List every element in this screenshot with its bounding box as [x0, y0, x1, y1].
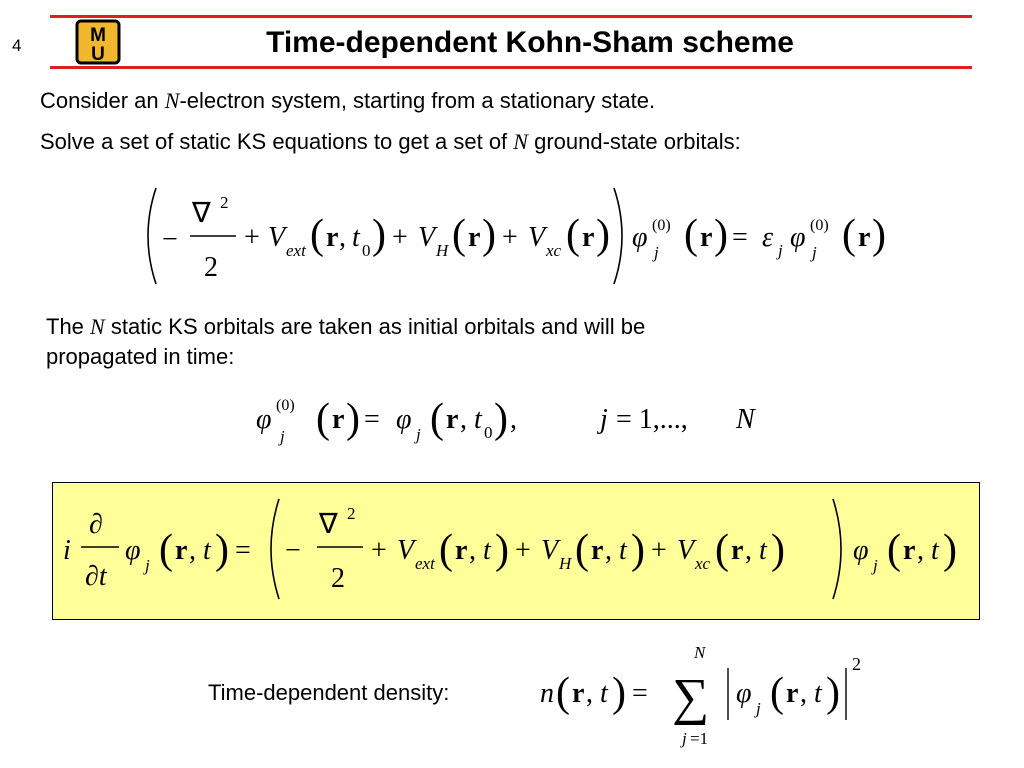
svg-text:(: (	[770, 670, 784, 716]
svg-text:φ: φ	[125, 535, 141, 566]
svg-text:M: M	[90, 25, 106, 46]
svg-text:): )	[612, 670, 626, 716]
svg-text:H: H	[559, 554, 572, 573]
top-rule	[50, 15, 972, 18]
svg-text:(: (	[715, 527, 729, 573]
intro-line-1-end: -electron system, starting from a stationary state.	[179, 88, 656, 113]
svg-text:V: V	[268, 222, 286, 253]
svg-text:ε: ε	[762, 222, 774, 253]
intro-line-2	[40, 127, 741, 157]
svg-text:(: (	[439, 527, 453, 573]
svg-text:): )	[771, 527, 785, 573]
svg-text:): )	[482, 212, 496, 258]
svg-text:r: r	[326, 222, 339, 253]
svg-text:xc: xc	[695, 554, 711, 573]
svg-text:+: +	[371, 535, 387, 566]
title-underline-rule	[50, 66, 972, 69]
density-equation	[536, 640, 876, 752]
svg-text:2: 2	[204, 252, 218, 283]
svg-text:V: V	[418, 222, 436, 253]
svg-text:0: 0	[362, 241, 371, 260]
td-ks-equation	[57, 493, 975, 611]
svg-text:,: ,	[189, 535, 196, 566]
paragraph-line-1-end: static KS orbitals are taken as initial orbitals and will be	[104, 314, 646, 339]
svg-text:,: ,	[510, 404, 517, 435]
initial-orbitals-paragraph	[46, 312, 645, 372]
svg-text:r: r	[175, 535, 188, 566]
svg-text:n: n	[540, 678, 554, 709]
svg-text:j: j	[145, 556, 150, 575]
paragraph-var: N	[90, 314, 105, 339]
svg-text:−: −	[285, 535, 301, 566]
university-logo	[74, 18, 122, 66]
svg-text:j: j	[873, 556, 878, 575]
svg-text:=: =	[632, 678, 648, 709]
svg-text:,: ,	[605, 535, 612, 566]
svg-text:): )	[372, 212, 386, 258]
svg-text:+: +	[515, 535, 531, 566]
svg-text:∂t: ∂t	[85, 561, 107, 592]
svg-text:t: t	[759, 535, 767, 566]
svg-text:V: V	[397, 535, 415, 566]
svg-text:φ: φ	[396, 404, 412, 435]
svg-text:(: (	[159, 527, 173, 573]
svg-text:(: (	[566, 212, 580, 258]
svg-text:V: V	[677, 535, 695, 566]
svg-text:(: (	[310, 212, 324, 258]
svg-text:(: (	[575, 527, 589, 573]
svg-text:r: r	[572, 678, 585, 709]
td-ks-equation-box	[52, 482, 980, 620]
intro-line-2-start: Solve a set of static KS equations to get a set of	[40, 129, 514, 154]
intro-line-1-start: Consider an	[40, 88, 165, 113]
svg-text:t: t	[814, 678, 822, 709]
svg-text:,: ,	[469, 535, 476, 566]
svg-text:V: V	[528, 222, 546, 253]
svg-text:(: (	[452, 212, 466, 258]
svg-text:r: r	[455, 535, 468, 566]
svg-text:,: ,	[460, 404, 467, 435]
svg-text:−: −	[162, 224, 178, 255]
svg-text:r: r	[700, 222, 713, 253]
svg-text:∇: ∇	[319, 509, 338, 540]
svg-text:t: t	[474, 404, 482, 435]
slide-title: Time-dependent Kohn-Sham scheme	[266, 26, 794, 59]
svg-text:): )	[631, 527, 645, 573]
svg-text:xc: xc	[546, 241, 562, 260]
svg-text:N: N	[694, 643, 706, 662]
svg-text:t: t	[483, 535, 491, 566]
svg-text:j: j	[778, 241, 783, 260]
svg-text:+: +	[502, 222, 518, 253]
svg-text:=: =	[364, 404, 380, 435]
svg-text:): )	[494, 396, 508, 442]
svg-text:,: ,	[800, 678, 807, 709]
svg-text:): )	[596, 212, 610, 258]
intro-line-2-var: N	[513, 129, 528, 154]
svg-text:(0): (0)	[652, 217, 671, 234]
svg-text:r: r	[786, 678, 799, 709]
svg-text:ext: ext	[286, 241, 306, 260]
svg-text:+: +	[651, 535, 667, 566]
svg-text:): )	[943, 527, 957, 573]
svg-text:∇: ∇	[192, 198, 211, 229]
svg-text:2: 2	[331, 563, 345, 594]
svg-text:2: 2	[220, 193, 229, 212]
svg-text:t: t	[619, 535, 627, 566]
svg-text:V: V	[541, 535, 559, 566]
svg-text:t: t	[931, 535, 939, 566]
svg-text:r: r	[332, 404, 345, 435]
svg-text:j: j	[654, 243, 659, 262]
svg-text:U: U	[91, 44, 105, 65]
svg-text:(: (	[842, 212, 856, 258]
intro-line-2-end: ground-state orbitals:	[527, 129, 741, 154]
svg-text:,: ,	[917, 535, 924, 566]
svg-text:=: =	[732, 222, 748, 253]
intro-line-1	[40, 86, 655, 116]
svg-text:r: r	[591, 535, 604, 566]
svg-text:φ: φ	[790, 222, 806, 253]
svg-text:,: ,	[586, 678, 593, 709]
svg-text:i: i	[63, 535, 71, 566]
svg-text:(: (	[887, 527, 901, 573]
svg-text:j: j	[682, 729, 687, 748]
svg-text:j: j	[812, 243, 817, 262]
svg-text:+: +	[244, 222, 260, 253]
svg-text:j: j	[416, 425, 421, 444]
svg-text:(: (	[430, 396, 444, 442]
svg-text:r: r	[582, 222, 595, 253]
static-ks-equation	[140, 180, 910, 292]
svg-text:r: r	[903, 535, 916, 566]
svg-text:j: j	[280, 427, 285, 446]
svg-text:r: r	[446, 404, 459, 435]
svg-text:t: t	[600, 678, 608, 709]
paragraph-the: The	[46, 314, 91, 339]
svg-text:N: N	[736, 404, 755, 435]
svg-text:(0): (0)	[810, 217, 829, 234]
density-label: Time-dependent density:	[208, 680, 450, 705]
svg-text:H: H	[436, 241, 449, 260]
svg-text:2: 2	[852, 654, 861, 674]
svg-text:): )	[346, 396, 360, 442]
svg-text:2: 2	[347, 504, 356, 523]
svg-text:r: r	[468, 222, 481, 253]
initial-condition-equation	[250, 388, 790, 458]
svg-text:=1: =1	[690, 729, 709, 748]
svg-text:(: (	[316, 396, 330, 442]
svg-text:): )	[872, 212, 886, 258]
svg-text:φ: φ	[256, 404, 272, 435]
svg-text:j: j	[756, 699, 761, 718]
svg-text:φ: φ	[853, 535, 869, 566]
svg-text:): )	[215, 527, 229, 573]
intro-line-1-var: N	[164, 88, 180, 113]
svg-text:r: r	[731, 535, 744, 566]
svg-text:φ: φ	[736, 678, 752, 709]
svg-text:r: r	[858, 222, 871, 253]
svg-text:=: =	[235, 535, 251, 566]
paragraph-line-1	[46, 312, 645, 342]
svg-text:∂: ∂	[89, 509, 103, 540]
slide-number: 4	[12, 36, 22, 55]
svg-text:,: ,	[745, 535, 752, 566]
svg-text:(: (	[684, 212, 698, 258]
paragraph-line-2: propagated in time:	[46, 344, 235, 369]
svg-text:φ: φ	[632, 222, 648, 253]
svg-text:(: (	[556, 670, 570, 716]
svg-text:+: +	[392, 222, 408, 253]
svg-text:= 1,...,: = 1,...,	[616, 404, 688, 435]
svg-text:t: t	[203, 535, 211, 566]
svg-text:t: t	[352, 222, 360, 253]
svg-text:(0): (0)	[276, 397, 295, 414]
svg-text:ext: ext	[415, 554, 435, 573]
svg-text:): )	[495, 527, 509, 573]
svg-text:): )	[714, 212, 728, 258]
svg-text:j: j	[600, 404, 608, 435]
svg-text:): )	[826, 670, 840, 716]
svg-text:∑: ∑	[672, 669, 710, 726]
svg-text:0: 0	[484, 423, 493, 442]
svg-text:,: ,	[339, 222, 346, 253]
